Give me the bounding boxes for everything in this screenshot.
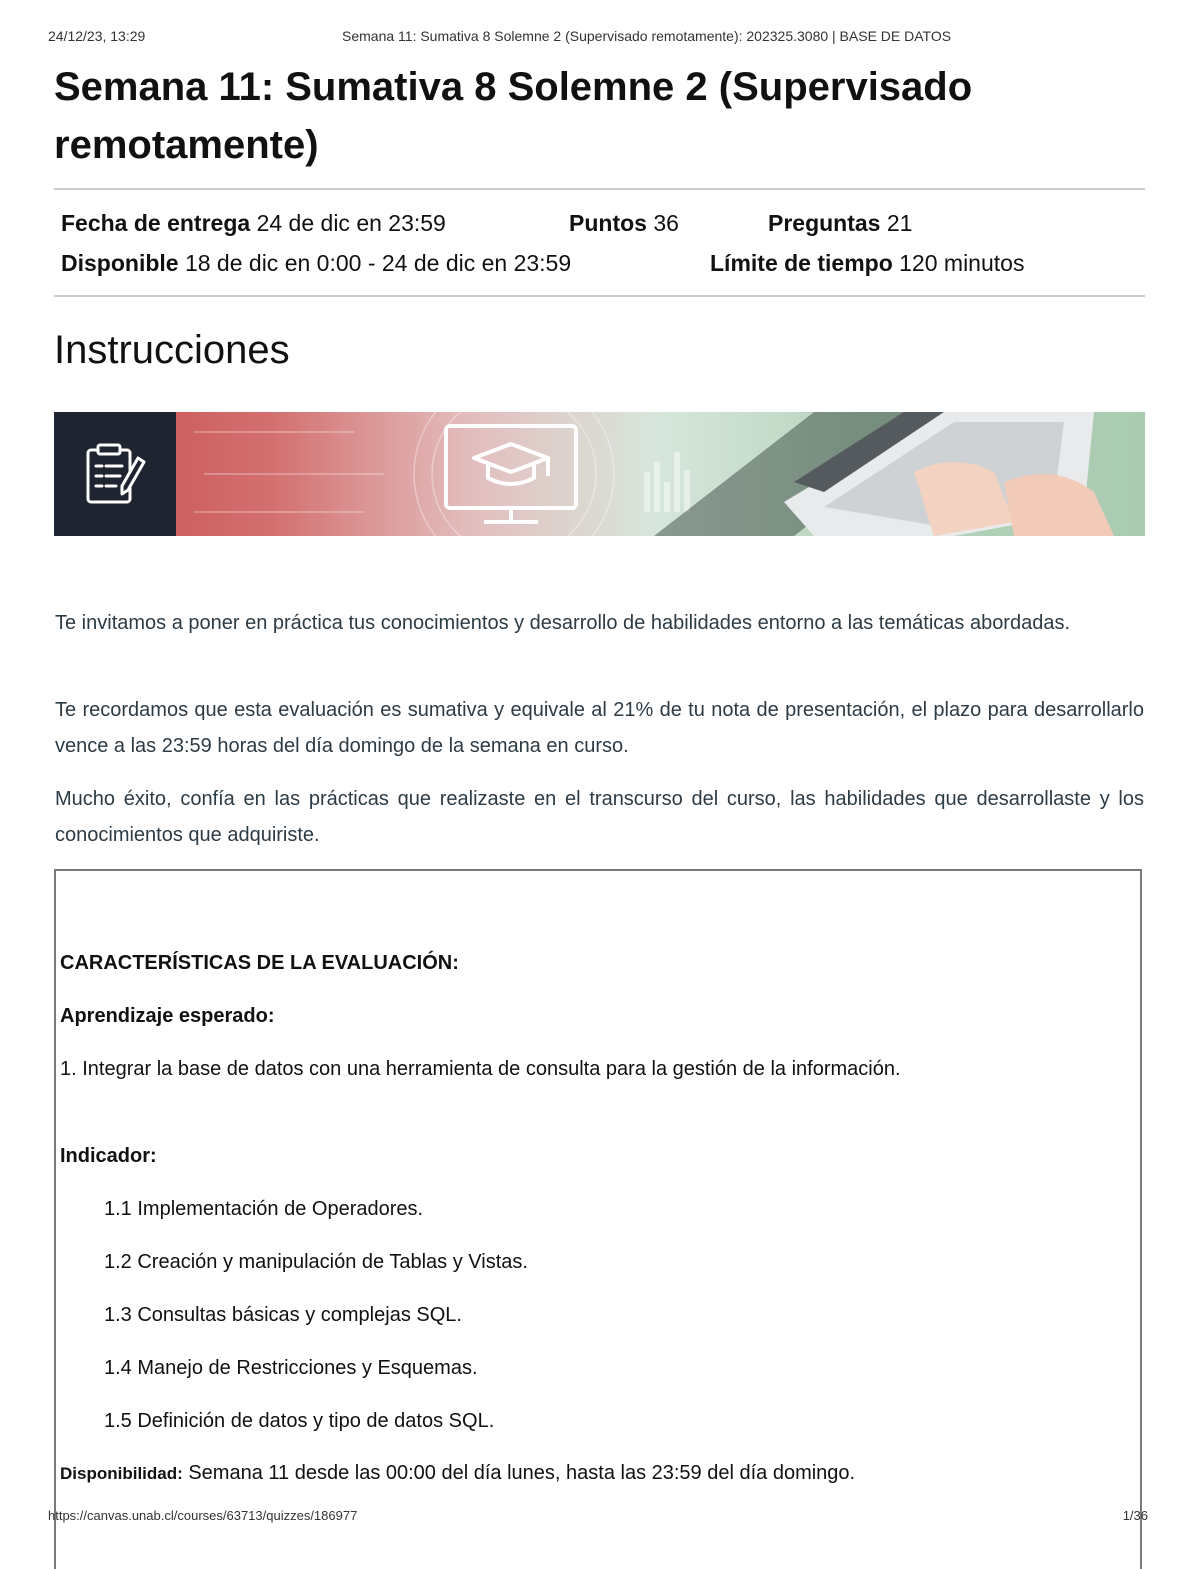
instructions-banner [54,412,1145,536]
points-label: Puntos [569,210,647,236]
learning-label: Aprendizaje esperado: [60,1005,275,1027]
points-value: 36 [653,210,679,236]
points [569,210,679,237]
due-date [61,210,446,237]
availability-label: Disponibilidad: [60,1464,183,1483]
time-limit-label: Límite de tiempo [710,250,893,276]
due-value: 24 de dic en 23:59 [256,210,446,236]
print-url: https://canvas.unab.cl/courses/63713/quizzes/186977 [48,1508,358,1523]
instructions-paragraph: Te invitamos a poner en práctica tus conocimientos y desarrollo de habilidades entorno a las temáticas abordadas. [55,612,1071,634]
due-label: Fecha de entrega [61,210,251,236]
characteristics-heading: CARACTERÍSTICAS DE LA EVALUACIÓN: [60,952,459,974]
questions-value: 21 [886,210,913,236]
instructions-paragraph: Te recordamos que esta evaluación es sumativa y equivale al 21% de tu nota de presentación, el plazo para desarrollarlo vence a las 23:59 horas del día domingo de la semana en curso. [55,699,1144,757]
available-label: Disponible [61,250,179,276]
questions-label: Preguntas [768,210,881,236]
print-document-title: Semana 11: Sumativa 8 Solemne 2 (Supervisado remotamente): 202325.3080 | BASE DE DATOS [342,28,952,44]
time-limit [710,250,1024,277]
indicator-item: 1.5 Definición de datos y tipo de datos SQL. [104,1410,495,1432]
indicator-item: 1.1 Implementación de Operadores. [104,1198,424,1220]
print-date: 24/12/23, 13:29 [48,28,146,44]
available-value: 18 de dic en 0:00 - 24 de dic en 23:59 [184,250,572,276]
page-number: 1/36 [1122,1508,1148,1523]
instructions-paragraph: Mucho éxito, confía en las prácticas que realizaste en el transcurso del curso, las habilidades que desarrollaste y los conocimientos que adquiriste. [55,788,1144,846]
indicator-item: 1.4 Manejo de Restricciones y Esquemas. [104,1357,478,1379]
availability-range [61,250,571,277]
indicator-item: 1.3 Consultas básicas y complejas SQL. [104,1304,462,1326]
learning-item: 1. Integrar la base de datos con una herramienta de consulta para la gestión de la información. [60,1058,901,1080]
monitor-graduation-icon [446,426,576,522]
questions [768,210,912,237]
page-title: Semana 11: Sumativa 8 Solemne 2 (Supervisado remotamente) [54,65,973,167]
divider [54,188,1145,190]
divider [54,295,1145,297]
print-footer [48,1508,1148,1528]
indicator-item: 1.2 Creación y manipulación de Tablas y Vistas. [104,1251,528,1273]
indicator-label: Indicador: [60,1145,157,1167]
print-header [48,28,1152,48]
availability-row [60,1462,855,1485]
availability-value: Semana 11 desde las 00:00 del día lunes, hasta las 23:59 del día domingo. [188,1462,856,1484]
time-limit-value: 120 minutos [899,250,1025,276]
banner-graphic [54,412,1145,536]
instructions-heading: Instrucciones [54,328,290,372]
